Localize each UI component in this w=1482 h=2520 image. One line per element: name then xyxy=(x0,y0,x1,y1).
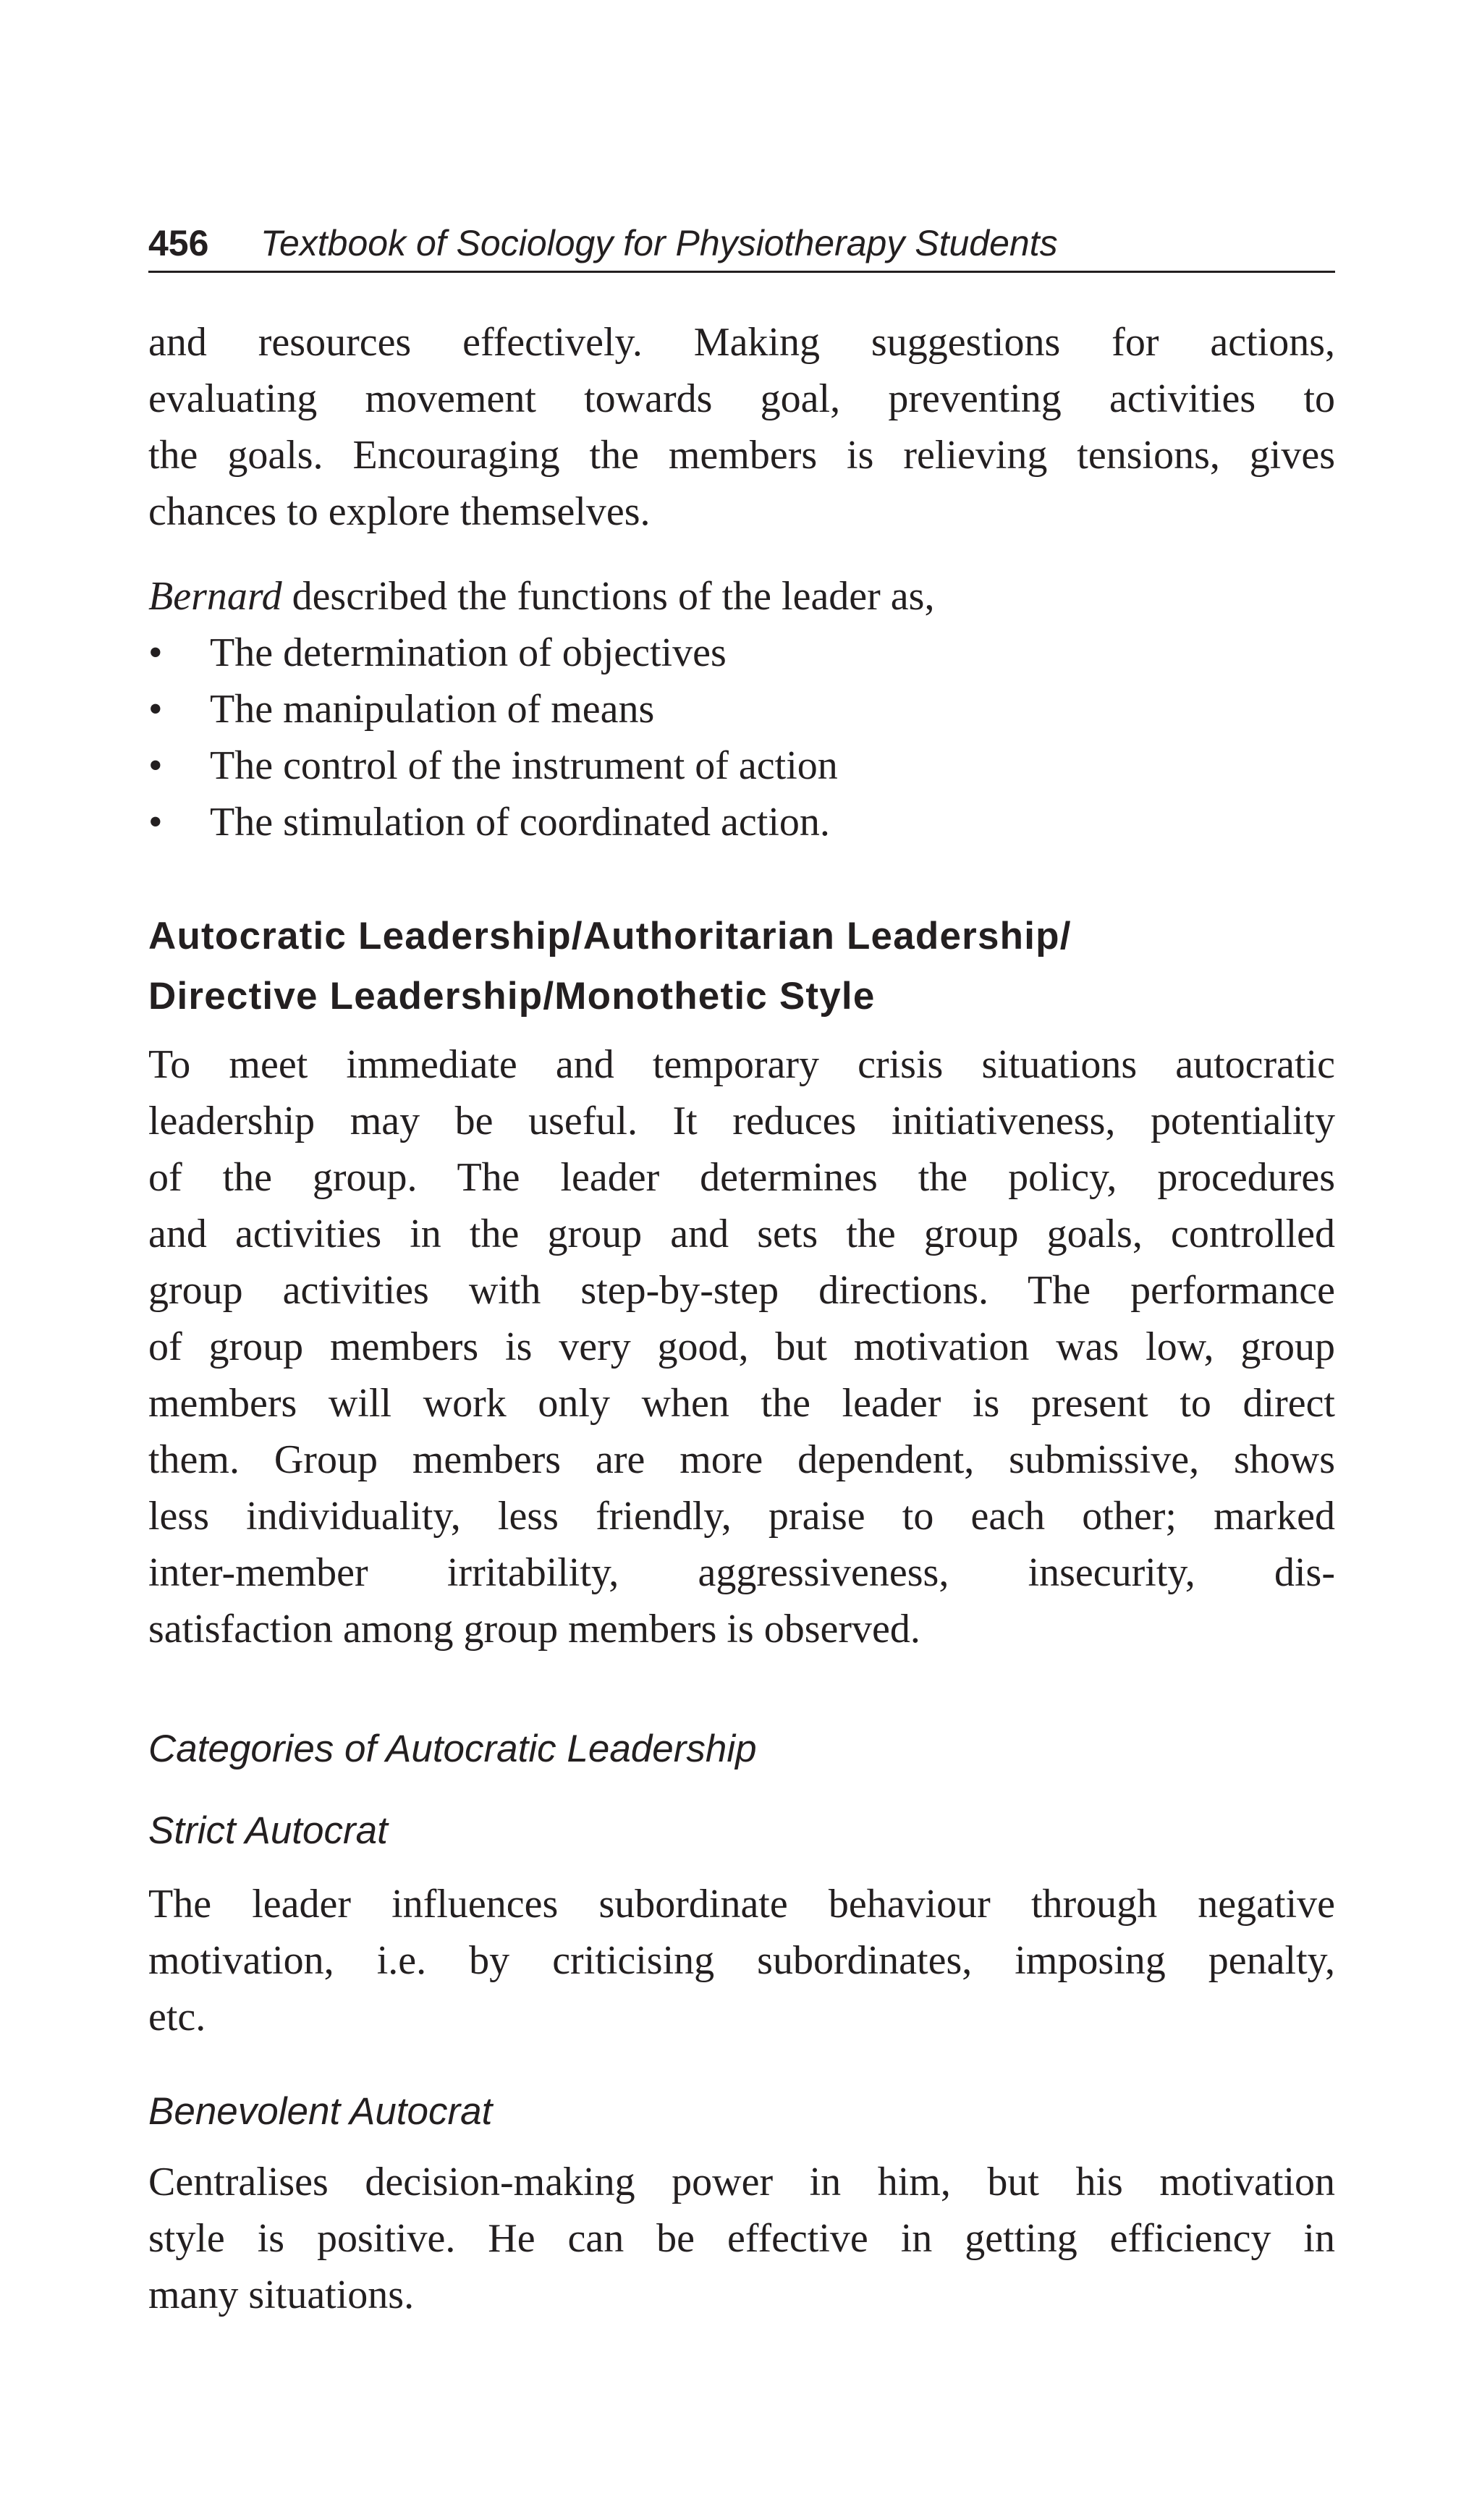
list-item xyxy=(148,794,1335,850)
benevolent-autocrat-paragraph xyxy=(148,2154,1335,2323)
list-item-text: The stimulation of coordinated action. xyxy=(210,800,830,845)
intro-line: and resources effectively. Making suggestions for actions, xyxy=(148,320,1335,365)
paragraph-line: and activities in the group and sets the group goals, controlled xyxy=(148,1212,1335,1256)
intro-line: evaluating movement towards goal, preventing activities to xyxy=(148,376,1335,421)
list-item-text: The manipulation of means xyxy=(210,687,655,732)
intro-line: chances to explore themselves. xyxy=(148,489,651,534)
strict-autocrat-paragraph xyxy=(148,1876,1335,2045)
list-item xyxy=(148,737,1335,794)
list-item-text: The determination of objectives xyxy=(210,630,727,675)
paragraph-line: many situations. xyxy=(148,2272,415,2317)
page-number: 456 xyxy=(148,223,209,263)
paragraph-line: inter-member irritability, aggressiveness, insecurity, dis- xyxy=(148,1550,1335,1595)
bullet-icon: • xyxy=(148,630,163,675)
paragraph-line: Centralises decision-making power in him, but his motivation xyxy=(148,2160,1335,2204)
heading-line: Autocratic Leadership/Authoritarian Leadership/ xyxy=(148,915,1072,957)
categories-heading: Categories of Autocratic Leadership xyxy=(148,1728,757,1770)
bernard-intro xyxy=(148,568,1335,625)
autocratic-paragraph xyxy=(148,1036,1335,1657)
paragraph-line: less individuality, less friendly, praise to each other; marked xyxy=(148,1494,1335,1539)
paragraph-line: motivation, i.e. by criticising subordinates, imposing penalty, xyxy=(148,1938,1335,1983)
bernard-intro-text: described the functions of the leader as, xyxy=(281,574,935,619)
bullet-icon: • xyxy=(148,687,163,732)
paragraph-line: satisfaction among group members is observed. xyxy=(148,1607,920,1652)
bullet-icon: • xyxy=(148,743,163,788)
paragraph-line: etc. xyxy=(148,1995,206,2039)
list-item-text: The control of the instrument of action xyxy=(210,743,838,788)
bernard-name: Bernard xyxy=(148,574,282,619)
intro-line: the goals. Encouraging the members is relieving tensions, gives xyxy=(148,433,1335,478)
paragraph-line: group activities with step-by-step directions. The performance xyxy=(148,1268,1335,1313)
paragraph-line: of the group. The leader determines the policy, procedures xyxy=(148,1155,1335,1200)
strict-autocrat-heading: Strict Autocrat xyxy=(148,1809,388,1852)
running-header xyxy=(148,216,1335,273)
bullet-icon: • xyxy=(148,800,163,845)
paragraph-line: The leader influences subordinate behaviour through negative xyxy=(148,1882,1335,1927)
paragraph-line: To meet immediate and temporary crisis situations autocratic xyxy=(148,1042,1335,1087)
benevolent-autocrat-heading: Benevolent Autocrat xyxy=(148,2090,493,2133)
heading-line: Directive Leadership/Monothetic Style xyxy=(148,975,876,1018)
paragraph-line: them. Group members are more dependent, submissive, shows xyxy=(148,1437,1335,1482)
autocratic-heading xyxy=(148,906,1335,1026)
intro-paragraph xyxy=(148,314,1335,540)
list-item xyxy=(148,625,1335,681)
paragraph-line: leadership may be useful. It reduces initiativeness, potentiality xyxy=(148,1099,1335,1143)
bernard-functions-list xyxy=(148,625,1335,850)
paragraph-line: style is positive. He can be effective in getting efficiency in xyxy=(148,2216,1335,2261)
list-item xyxy=(148,681,1335,737)
book-title: Textbook of Sociology for Physiotherapy Students xyxy=(261,223,1058,263)
paragraph-line: members will work only when the leader is present to direct xyxy=(148,1381,1335,1426)
paragraph-line: of group members is very good, but motivation was low, group xyxy=(148,1324,1335,1369)
